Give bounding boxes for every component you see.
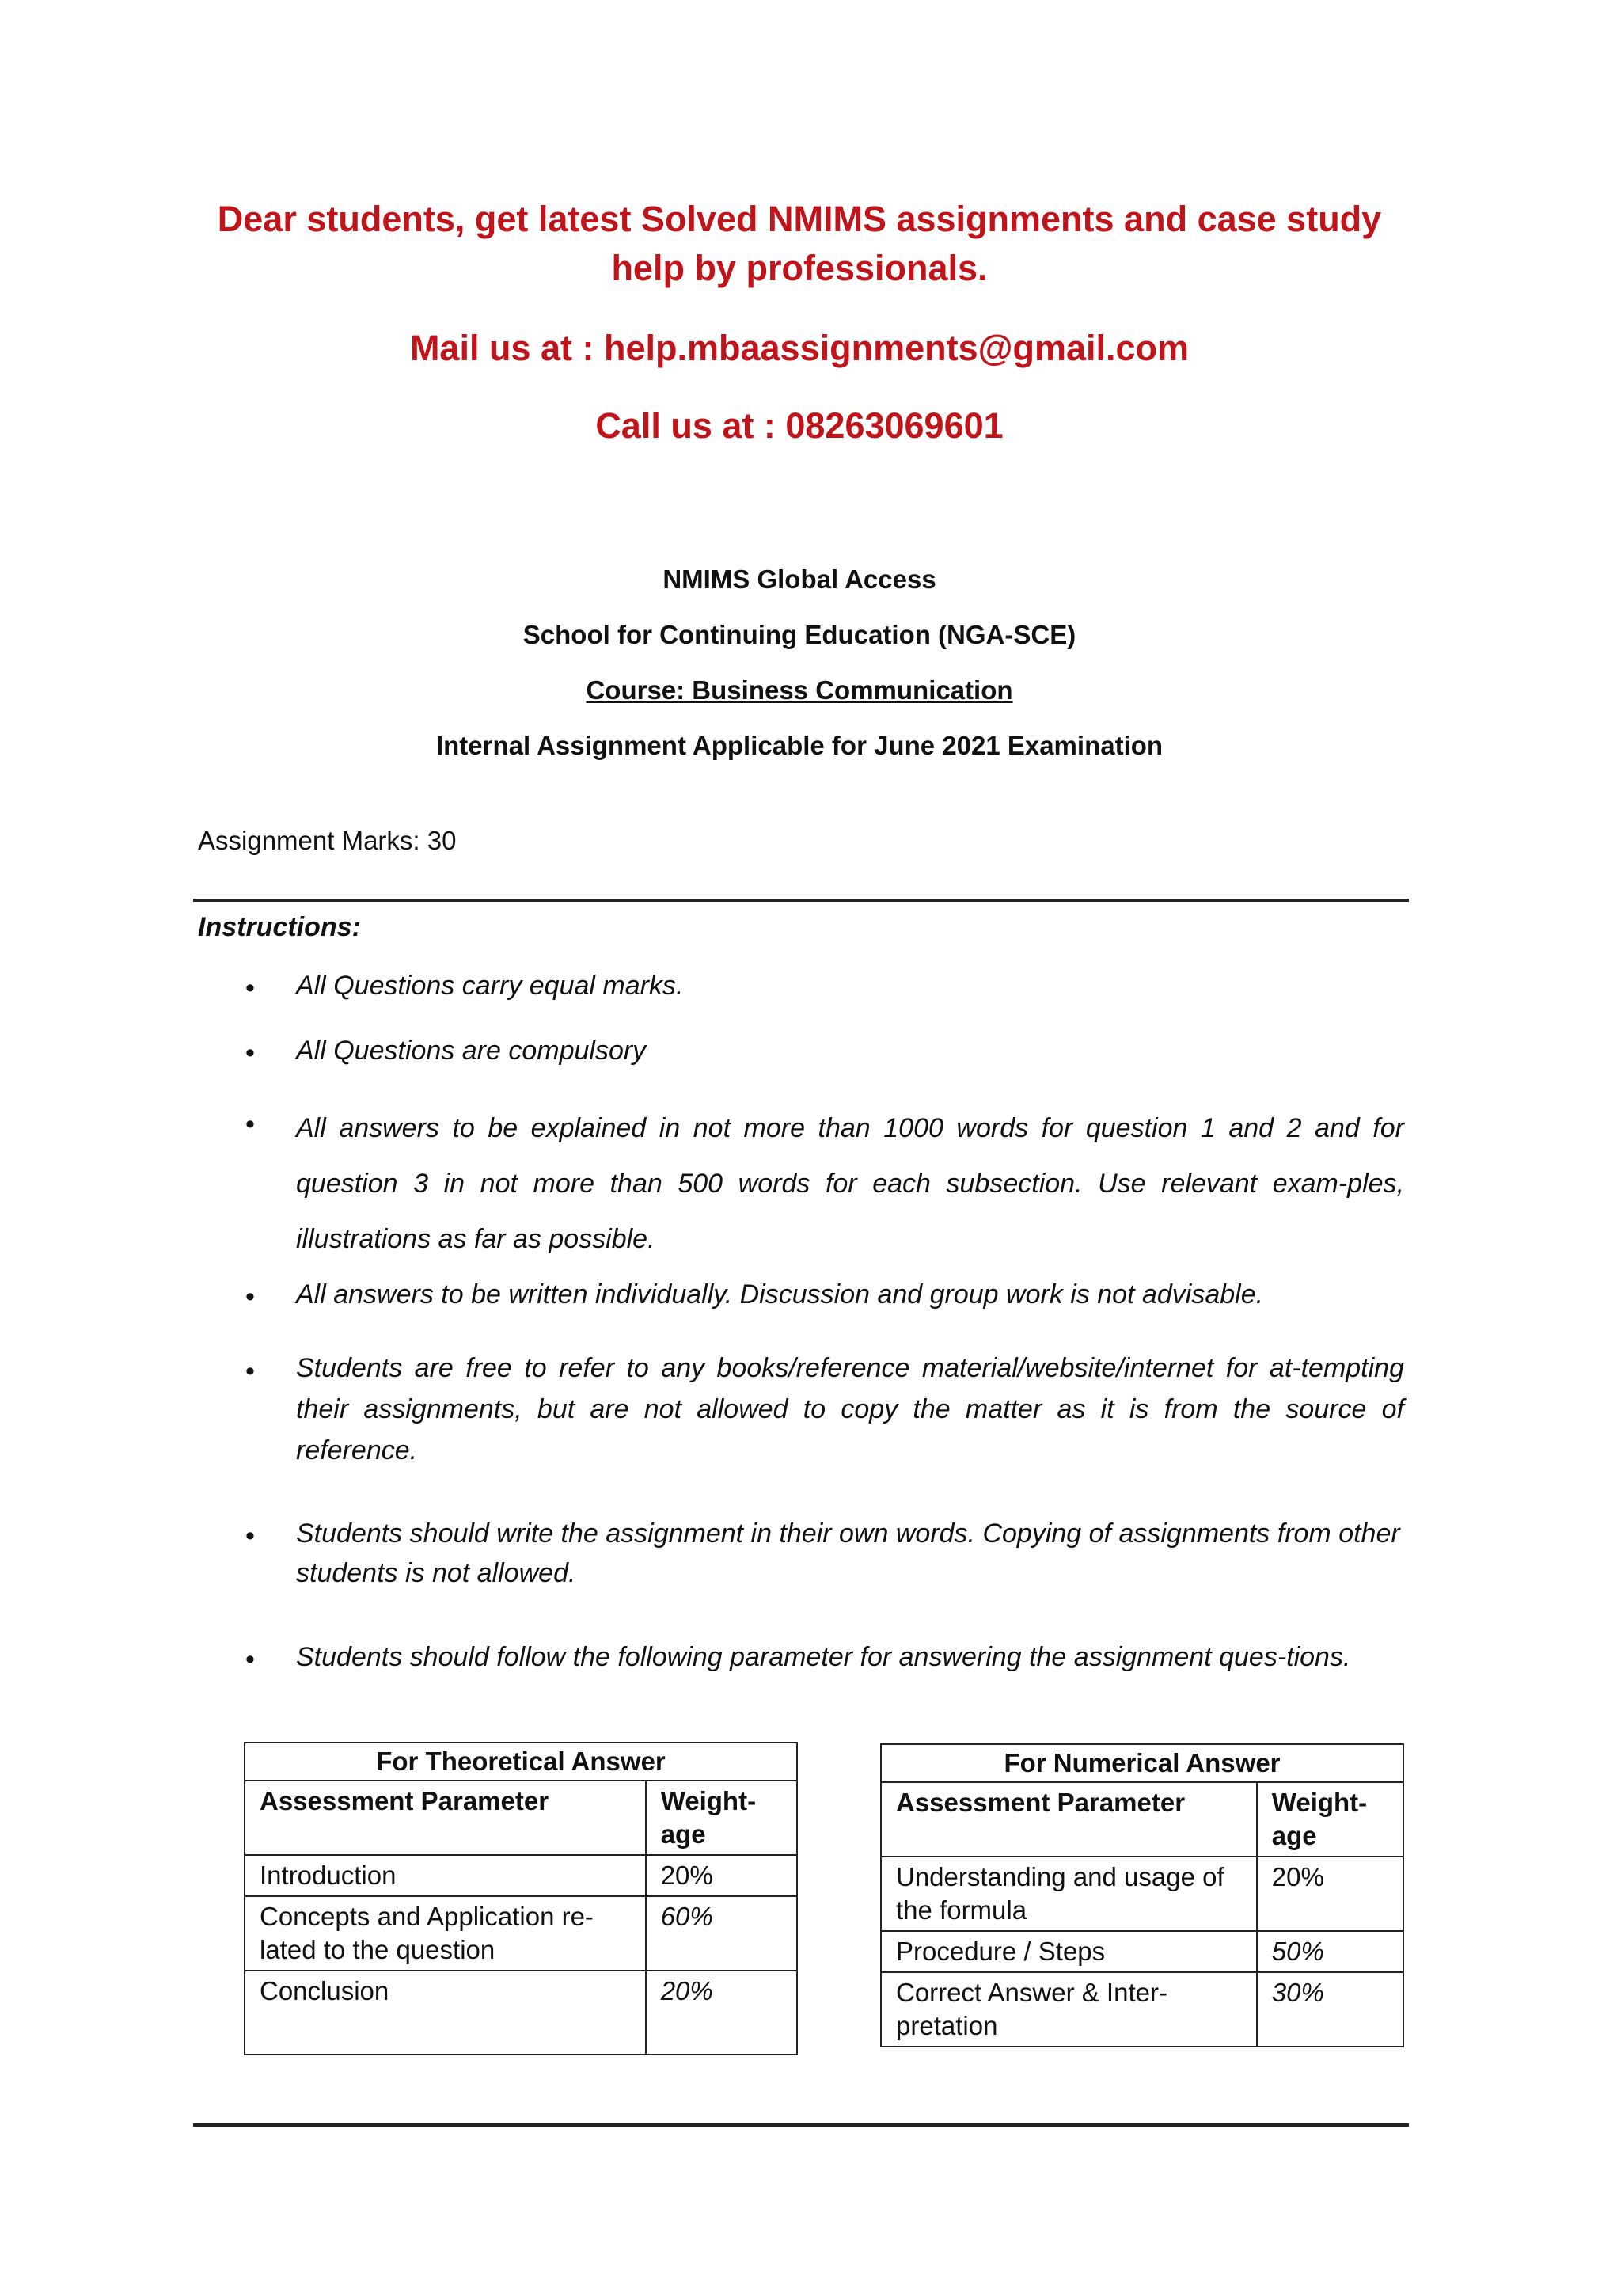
table-row bbox=[881, 1972, 1403, 2047]
column-header-weightage: Weight-age bbox=[646, 1781, 797, 1855]
weight-cell: 50% bbox=[1257, 1931, 1403, 1972]
parameter-cell: Procedure / Steps bbox=[881, 1931, 1257, 1972]
table-caption: For Theoretical Answer bbox=[245, 1743, 797, 1781]
weight-cell: 20% bbox=[1257, 1857, 1403, 1931]
bottom-divider bbox=[193, 2123, 1409, 2127]
school-title: School for Continuing Education (NGA-SCE) bbox=[522, 620, 1076, 649]
table-row bbox=[245, 1896, 797, 1971]
column-header-parameter: Assessment Parameter bbox=[881, 1782, 1257, 1857]
weight-cell: 20% bbox=[646, 1971, 797, 2055]
bullet-icon: • bbox=[245, 973, 255, 1003]
parameter-cell: Concepts and Application re-lated to the question bbox=[245, 1896, 646, 1971]
promo-mail: Mail us at : help.mbaassignments@gmail.com bbox=[409, 328, 1190, 368]
numerical-answer-table bbox=[880, 1743, 1404, 2047]
parameter-cell: Understanding and usage of the formula bbox=[881, 1857, 1257, 1931]
promo-headline: Dear students, get latest Solved NMIMS assignments and case study help by professionals. bbox=[217, 199, 1382, 288]
institution-title: NMIMS Global Access bbox=[662, 564, 936, 594]
bullet-icon: • bbox=[245, 1521, 255, 1551]
column-header-parameter: Assessment Parameter bbox=[245, 1781, 646, 1855]
instruction-item: All answers to be explained in not more than 1000 words for question 1 and 2 and for question 3 in not more than 500 words for each subsection. Use relevant exam-ples, illustrations as far as possible. bbox=[296, 1113, 1404, 1254]
course-title: Course: Business Communication bbox=[586, 675, 1013, 705]
instruction-item: Students are free to refer to any books/reference material/website/internet for at-tempting their assignments, but are not allowed to copy the matter as it is from the source of reference. bbox=[296, 1353, 1404, 1465]
column-header-weightage: Weight-age bbox=[1257, 1782, 1403, 1857]
table-row bbox=[245, 1855, 797, 1896]
weight-cell: 20% bbox=[646, 1855, 797, 1896]
promo-call: Call us at : 08263069601 bbox=[595, 405, 1004, 446]
table-row bbox=[881, 1931, 1403, 1972]
top-divider bbox=[193, 899, 1409, 902]
bullet-icon: • bbox=[245, 1282, 255, 1312]
assignment-marks: Assignment Marks: 30 bbox=[198, 826, 457, 855]
assignment-title: Internal Assignment Applicable for June 2021 Examination bbox=[435, 731, 1164, 760]
instructions-heading: Instructions: bbox=[198, 912, 361, 942]
parameter-cell: Introduction bbox=[245, 1855, 646, 1896]
bullet-icon: • bbox=[245, 1038, 255, 1068]
weight-cell: 60% bbox=[646, 1896, 797, 1971]
table-caption: For Numerical Answer bbox=[881, 1744, 1403, 1782]
instruction-item: All Questions are compulsory bbox=[296, 1036, 647, 1066]
instruction-item: Students should write the assignment in their own words. Copying of assignments from other students is not allowed. bbox=[296, 1519, 1400, 1588]
parameter-cell: Correct Answer & Inter-pretation bbox=[881, 1972, 1257, 2047]
theoretical-answer-table bbox=[244, 1742, 798, 2055]
table-row bbox=[881, 1857, 1403, 1931]
table-row bbox=[245, 1971, 797, 2055]
bullet-icon: • bbox=[245, 1644, 255, 1674]
instruction-item: All answers to be written individually. Discussion and group work is not advisable. bbox=[296, 1279, 1264, 1310]
weight-cell: 30% bbox=[1257, 1972, 1403, 2047]
instruction-item: All Questions carry equal marks. bbox=[296, 971, 684, 1001]
parameter-cell: Conclusion bbox=[245, 1971, 646, 2055]
instruction-item: Students should follow the following parameter for answering the assignment ques-tions. bbox=[296, 1642, 1351, 1672]
bullet-icon: • bbox=[245, 1109, 255, 1139]
bullet-icon: • bbox=[245, 1356, 255, 1386]
